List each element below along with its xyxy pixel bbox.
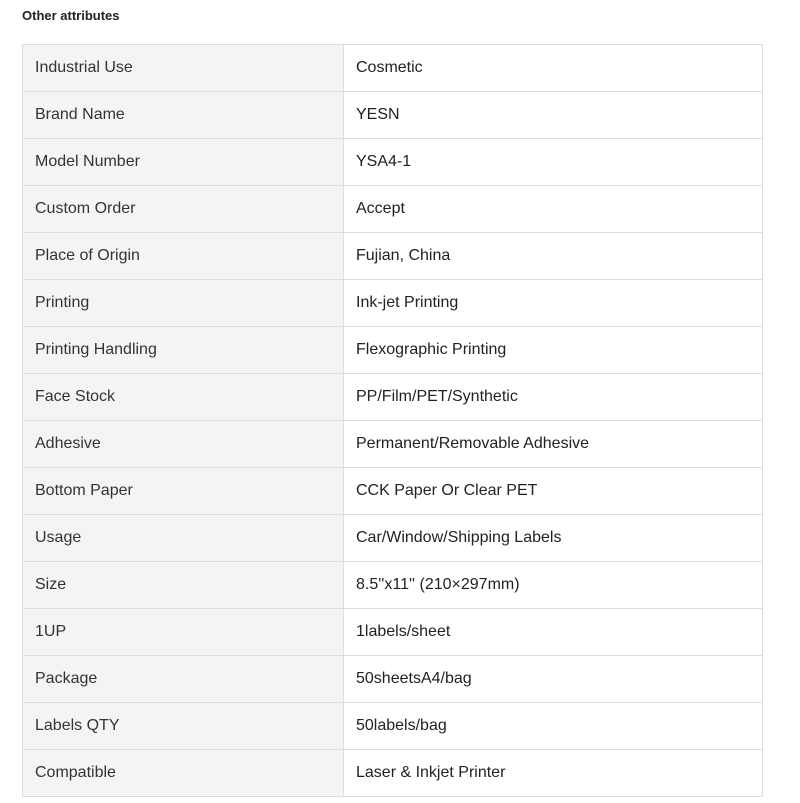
table-row [23,421,763,468]
attribute-value: 50labels/bag [344,703,763,750]
table-row [23,750,763,797]
table-row [23,139,763,186]
attribute-name: Industrial Use [23,45,344,92]
attribute-name: Face Stock [23,374,344,421]
table-row [23,92,763,139]
attribute-value: CCK Paper Or Clear PET [344,468,763,515]
attribute-value: PP/Film/PET/Synthetic [344,374,763,421]
attribute-value: 8.5''x11'' (210×297mm) [344,562,763,609]
attribute-name: Compatible [23,750,344,797]
attribute-name: Printing [23,280,344,327]
attribute-value: 1labels/sheet [344,609,763,656]
table-row [23,280,763,327]
attribute-name: 1UP [23,609,344,656]
attribute-value: Accept [344,186,763,233]
table-row [23,609,763,656]
attribute-value: Ink-jet Printing [344,280,763,327]
attribute-value: YESN [344,92,763,139]
table-row [23,374,763,421]
table-row [23,703,763,750]
table-row [23,45,763,92]
attribute-value: Laser & Inkjet Printer [344,750,763,797]
attribute-name: Model Number [23,139,344,186]
attribute-value: 50sheetsA4/bag [344,656,763,703]
table-row [23,562,763,609]
attribute-name: Custom Order [23,186,344,233]
table-row [23,186,763,233]
table-row [23,233,763,280]
attribute-value: Car/Window/Shipping Labels [344,515,763,562]
attribute-name: Usage [23,515,344,562]
attribute-value: YSA4-1 [344,139,763,186]
table-row [23,327,763,374]
attribute-value: Flexographic Printing [344,327,763,374]
attribute-name: Size [23,562,344,609]
attribute-name: Adhesive [23,421,344,468]
attribute-value: Fujian, China [344,233,763,280]
attributes-table [22,44,763,797]
attribute-name: Printing Handling [23,327,344,374]
table-row [23,515,763,562]
attribute-name: Labels QTY [23,703,344,750]
attribute-value: Cosmetic [344,45,763,92]
table-row [23,656,763,703]
attribute-name: Brand Name [23,92,344,139]
section-title: Other attributes [22,8,120,23]
table-row [23,468,763,515]
attribute-value: Permanent/Removable Adhesive [344,421,763,468]
attribute-name: Package [23,656,344,703]
attribute-name: Bottom Paper [23,468,344,515]
attribute-name: Place of Origin [23,233,344,280]
